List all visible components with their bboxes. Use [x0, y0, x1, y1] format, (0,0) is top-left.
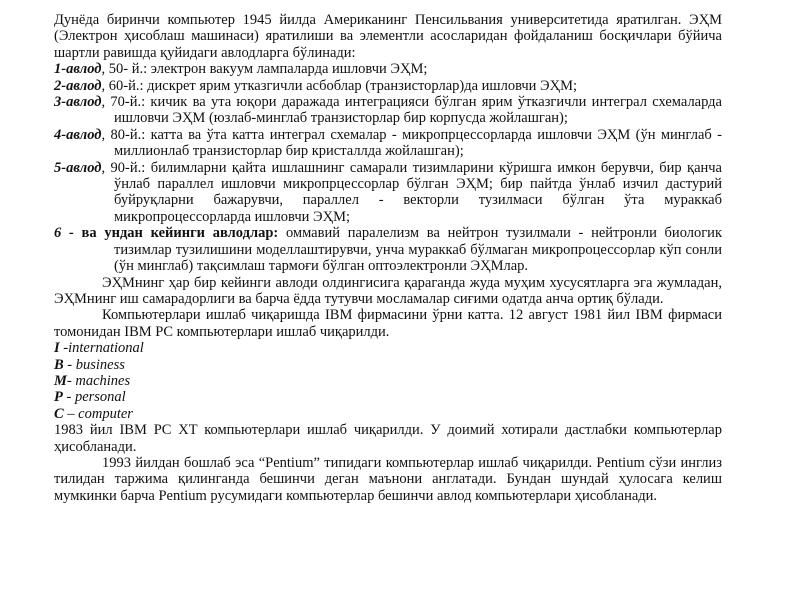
generation-text: , 80-й.: катта ва ўта катта интеграл схемалар - микропрцессорларда ишловчи ЭҲМ (ўн минглаб - миллионлаб транзисторлар бир кристаллда жойлашган);: [101, 126, 722, 160]
acronym-letter: B: [54, 356, 64, 373]
acronym-item: [54, 406, 722, 422]
acronym-letter: P: [54, 389, 63, 406]
generation-1: [54, 61, 722, 77]
acronym-item: [54, 340, 722, 356]
generation-text: , 70-й.: кичик ва ута юқори даражада интеграцияси бўлган ярим ўтказгичли интеграл схемаларда ишловчи ЭҲМ (юзлаб-минглаб транзисторлар бир корпусда жойлашган);: [101, 94, 722, 127]
xt-paragraph: 1983 йил IBM PC XT компьютерлари ишлаб чиқарилди. У доимий хотирали дастлабки компьютерлар ҳисобланади.: [54, 422, 722, 455]
acronym-word: - machines: [66, 372, 131, 389]
generation-label: 5-авлод: [54, 159, 102, 176]
generation-label: 3-авлод: [54, 94, 102, 111]
generation-label: 4-авлод: [54, 126, 102, 143]
acronym-word: - business: [63, 356, 125, 373]
generation-4: [54, 127, 722, 160]
generation-5: [54, 160, 722, 226]
acronym-word: -international: [59, 340, 144, 357]
acronym-word: – computer: [63, 405, 133, 422]
generation-label: ва ундан кейинги авлодлар:: [73, 225, 279, 242]
generation-label: 1-авлод: [54, 61, 102, 78]
features-paragraph: ЭҲМнинг ҳар бир кейинги авлоди олдингисига қараганда жуда муҳим хусусятларга эга жумладан, ЭҲМнинг иш самарадорлиги ва барча ёдда тутувчи мосламалар сиғими одатда анча ортиқ бўлади.: [54, 274, 722, 307]
generation-6: [54, 225, 722, 274]
generation-3: [54, 94, 722, 127]
generation-text: , 50- й.: электрон вакуум лампаларда ишловчи ЭҲМ;: [101, 61, 428, 78]
acronym-letter: C: [54, 405, 64, 422]
acronym-item: [54, 373, 722, 389]
generation-2: [54, 78, 722, 94]
generation-text: , 90-й.: билимларни қайта ишлашнинг самарали тизимларини кўришга имкон берувчи, бир қанча ўнлаб параллел ишловчи микропрцессорлар бўлган ЭҲМ; бир пайтда ўнлаб изчил дастурий буйруқларни бажарувчи, параллел - векторли тузилмаси бўлган ўта мураккаб микропроцессорларда ишловчи ЭҲМ;: [101, 159, 722, 225]
acronym-word: - personal: [62, 389, 126, 406]
generation-text: оммавий паралелизм ва нейтрон тузилмали - нейтронли биологик тизимлар тузилишини моделлаштирувчи, унча мураккаб бўлмаган микропроцессорлар кўп сонли (ўн минглаб) тақсимлаш тармоғи бўлган оптоэлектронли ЭҲМлар.: [114, 225, 722, 275]
ibm-acronym-list: [54, 340, 722, 422]
acronym-letter: I: [54, 340, 60, 357]
generation-label: 2-авлод: [54, 77, 102, 94]
pentium-paragraph: 1993 йилдан бошлаб эса “Pentium” типидаги компьютерлар ишлаб чиқарилди. Pentium сўзи инглиз тилидан таржима қилинганда бешинчи деган маънони англатади. Бундан шундай ҳулосага келиш мумкинки барча Pentium русумидаги компьютерлар бешинчи авлод компьютерлари ҳисобланади.: [54, 454, 722, 504]
acronym-item: [54, 389, 722, 405]
acronym-letter: M: [54, 372, 67, 389]
ibm-paragraph: Компьютерлари ишлаб чиқаришда IBM фирмасини ўрни катта. 12 август 1981 йил IBM фирмаси томонидан IBM PC компьютерлари ишлаб чиқарилди.: [54, 307, 722, 340]
intro-paragraph: Дунёда биринчи компьютер 1945 йилда Американинг Пенсильвания университетида яратилган. ЭҲМ (Электрон ҳисоблаш машинаси) яратилиши ва элементли асосларидан фойдаланиш босқичлари бўйича шартли равишда қуйидаги авлодларга бўлинади:: [54, 12, 722, 61]
generation-number: 6 -: [54, 225, 74, 242]
generation-text: , 60-й.: дискрет ярим утказгичли асбоблар (транзисторлар)да ишловчи ЭҲМ;: [101, 77, 578, 94]
acronym-item: [54, 357, 722, 373]
